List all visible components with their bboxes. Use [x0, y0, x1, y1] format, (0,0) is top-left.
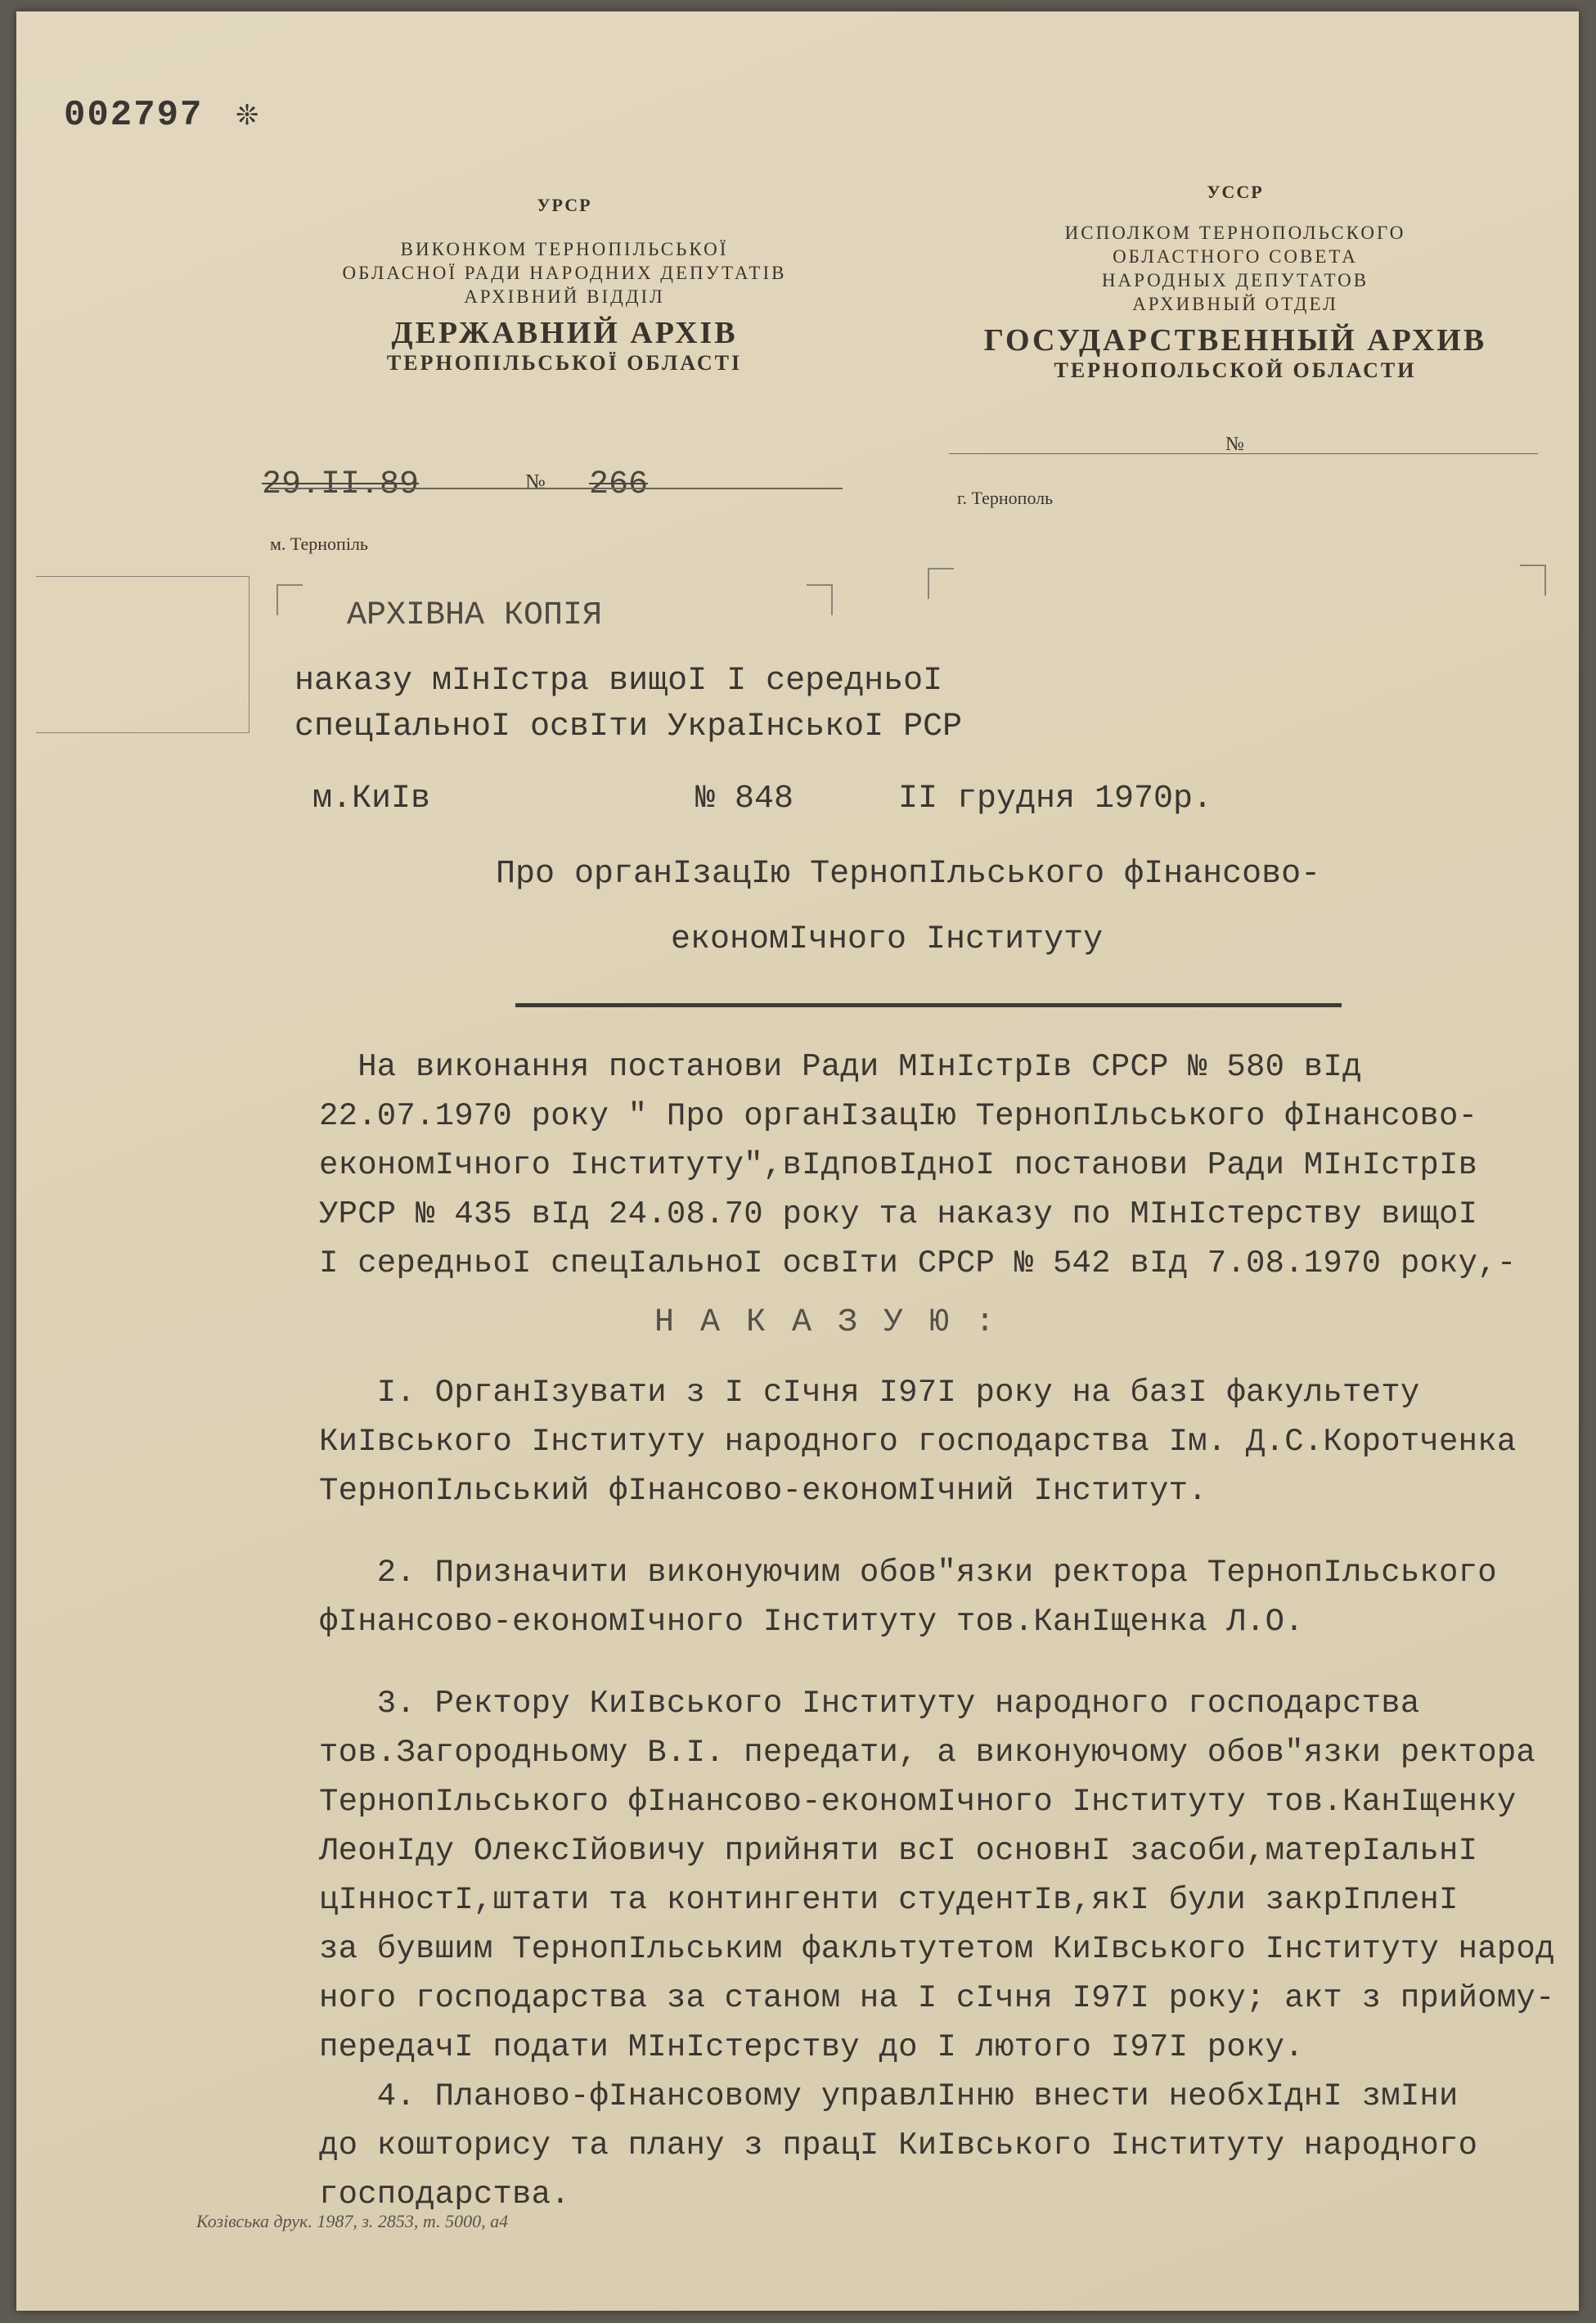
left-letterhead: [254, 195, 875, 376]
subject-separator: [515, 1003, 1342, 1007]
preamble-line: І середньоІ спецІальноІ освІти СРСР № 542 вІд 7.08.1970 року,-: [319, 1245, 1517, 1281]
right-number-label: №: [1225, 434, 1244, 455]
corner-mark-top-right: [1520, 565, 1546, 596]
subject-line-2: економІчного Інституту: [671, 921, 1104, 958]
left-archive-name: ДЕРЖАВНИЙ АРХІВ: [391, 316, 738, 350]
left-date-underline: [270, 488, 843, 489]
left-department: АРХІВНИЙ ВІДДІЛ: [464, 286, 665, 307]
order-word: Н А К А З У Ю :: [654, 1304, 999, 1341]
archive-number-text: 002797: [64, 95, 204, 136]
order-item-line: господарства.: [319, 2177, 570, 2213]
archive-copy-title: АРХІВНА КОПІЯ: [347, 597, 603, 634]
left-republic: УРСР: [537, 195, 592, 215]
left-executive: ВИКОНКОМ ТЕРНОПІЛЬСЬКОЇ: [400, 239, 729, 259]
order-date: II грудня 1970р.: [898, 781, 1213, 817]
printer-note: Козівська друк. 1987, з. 2853, т. 5000, а4: [196, 2211, 509, 2231]
preamble-line: На виконання постанови Ради МІнІстрІв СРСР № 580 вІд: [319, 1049, 1362, 1085]
preamble-line: 22.07.1970 року " Про органІзацІю ТернопІльського фІнансово-: [319, 1098, 1478, 1134]
order-body: [319, 1049, 1571, 1294]
corner-mark-top-mid: [807, 584, 833, 615]
order-items: [319, 1375, 1571, 2226]
order-item-1: [319, 1375, 1571, 1522]
order-item-line: ТернопІльського фІнансово-економІчного Інституту тов.КанІщенку: [319, 1784, 1517, 1820]
registration-box: [36, 576, 250, 733]
order-item-line: тов.Загородньому В.І. передати, а виконуючому обов"язки ректора: [319, 1735, 1536, 1771]
corner-mark-top-right-left: [928, 568, 954, 599]
preamble-line: економІчного Інституту",вІдповІдноІ постанови Ради МІнІстрІв: [319, 1147, 1478, 1183]
right-city: г. Тернополь: [957, 488, 1054, 508]
left-number: 266: [589, 466, 649, 503]
order-item-line: ного господарства за станом на I сІчня I97I року; акт з прийому-: [319, 1980, 1555, 2016]
left-region: ТЕРНОПІЛЬСЬКОЇ ОБЛАСТІ: [386, 351, 743, 375]
right-region: ТЕРНОПОЛЬСКОЙ ОБЛАСТИ: [1054, 358, 1417, 382]
order-item-line: 3. Ректору КиІвського Інституту народного господарства: [319, 1686, 1420, 1722]
right-executive: ИСПОЛКОМ ТЕРНОПОЛЬСКОГО: [1064, 223, 1406, 243]
order-item-line: до кошторису та плану з працІ КиІвського Інституту народного: [319, 2127, 1478, 2163]
left-council: ОБЛАСНОЇ РАДИ НАРОДНИХ ДЕПУТАТІВ: [342, 263, 787, 283]
preamble-line: УРСР № 435 вІд 24.08.70 року та наказу по МІнІстерству вищоІ: [319, 1196, 1478, 1232]
right-deputies: НАРОДНЫХ ДЕПУТАТОВ: [1101, 270, 1369, 290]
right-council: ОБЛАСТНОГО СОВЕТА: [1113, 246, 1358, 267]
left-date: 29.II.89: [262, 466, 420, 503]
left-number-label: №: [525, 470, 546, 493]
order-title-line-2: спецІальноІ освІти УкраІнськоІ РСР: [294, 709, 963, 745]
order-place: м.КиІв: [312, 781, 431, 817]
order-item-line: 4. Планово-фІнансовому управлІнню внести необхІднІ змІни: [319, 2078, 1459, 2114]
subject-line-1: Про органІзацІю ТернопІльського фІнансово-: [496, 856, 1321, 893]
right-archive-name: ГОСУДАРСТВЕННЫЙ АРХИВ: [983, 323, 1487, 358]
right-department: АРХИВНЫЙ ОТДЕЛ: [1132, 294, 1338, 314]
order-item-line: КиІвського Інституту народного господарства Ім. Д.С.Коротченка: [319, 1424, 1517, 1460]
order-number: № 848: [695, 781, 794, 817]
archive-number: [64, 92, 259, 136]
right-letterhead: [924, 182, 1546, 383]
order-item-line: I. ОрганІзувати з I сІчня I97I року на базІ факультету: [319, 1375, 1420, 1411]
asterisk-mark-icon: ❊: [236, 95, 260, 136]
right-republic: УССР: [1207, 182, 1264, 202]
left-city: м. Тернопіль: [270, 533, 368, 554]
archive-document-sheet: [16, 11, 1579, 2311]
corner-mark-top-left: [276, 584, 303, 615]
order-item-line: цІнностІ,штати та контингенти студентІв,якІ були закрІпленІ: [319, 1882, 1459, 1918]
order-item-2: [319, 1555, 1571, 1653]
order-item-4: [319, 2078, 1571, 2226]
order-item-3: [319, 1686, 1571, 2078]
order-item-line: передачІ подати МІнІстерству до I лютого I97I року.: [319, 2029, 1304, 2065]
order-item-line: 2. Призначити виконуючим обов"язки ректора ТернопІльського: [319, 1555, 1497, 1591]
order-item-line: ТернопІльський фІнансово-економІчний Інститут.: [319, 1473, 1207, 1509]
preamble: [319, 1049, 1571, 1294]
order-item-line: фІнансово-економІчного Інституту тов.КанІщенка Л.О.: [319, 1604, 1304, 1640]
order-item-line: за бувшим ТернопІльським факльтутетом КиІвського Інституту народ: [319, 1931, 1555, 1967]
right-number-underline: [949, 453, 1538, 454]
order-item-line: ЛеонІду ОлексІйовичу прийняти всІ основнІ засоби,матерІальнІ: [319, 1833, 1478, 1869]
order-title-line-1: наказу мІнІстра вищоІ І середньоІ: [294, 663, 943, 700]
